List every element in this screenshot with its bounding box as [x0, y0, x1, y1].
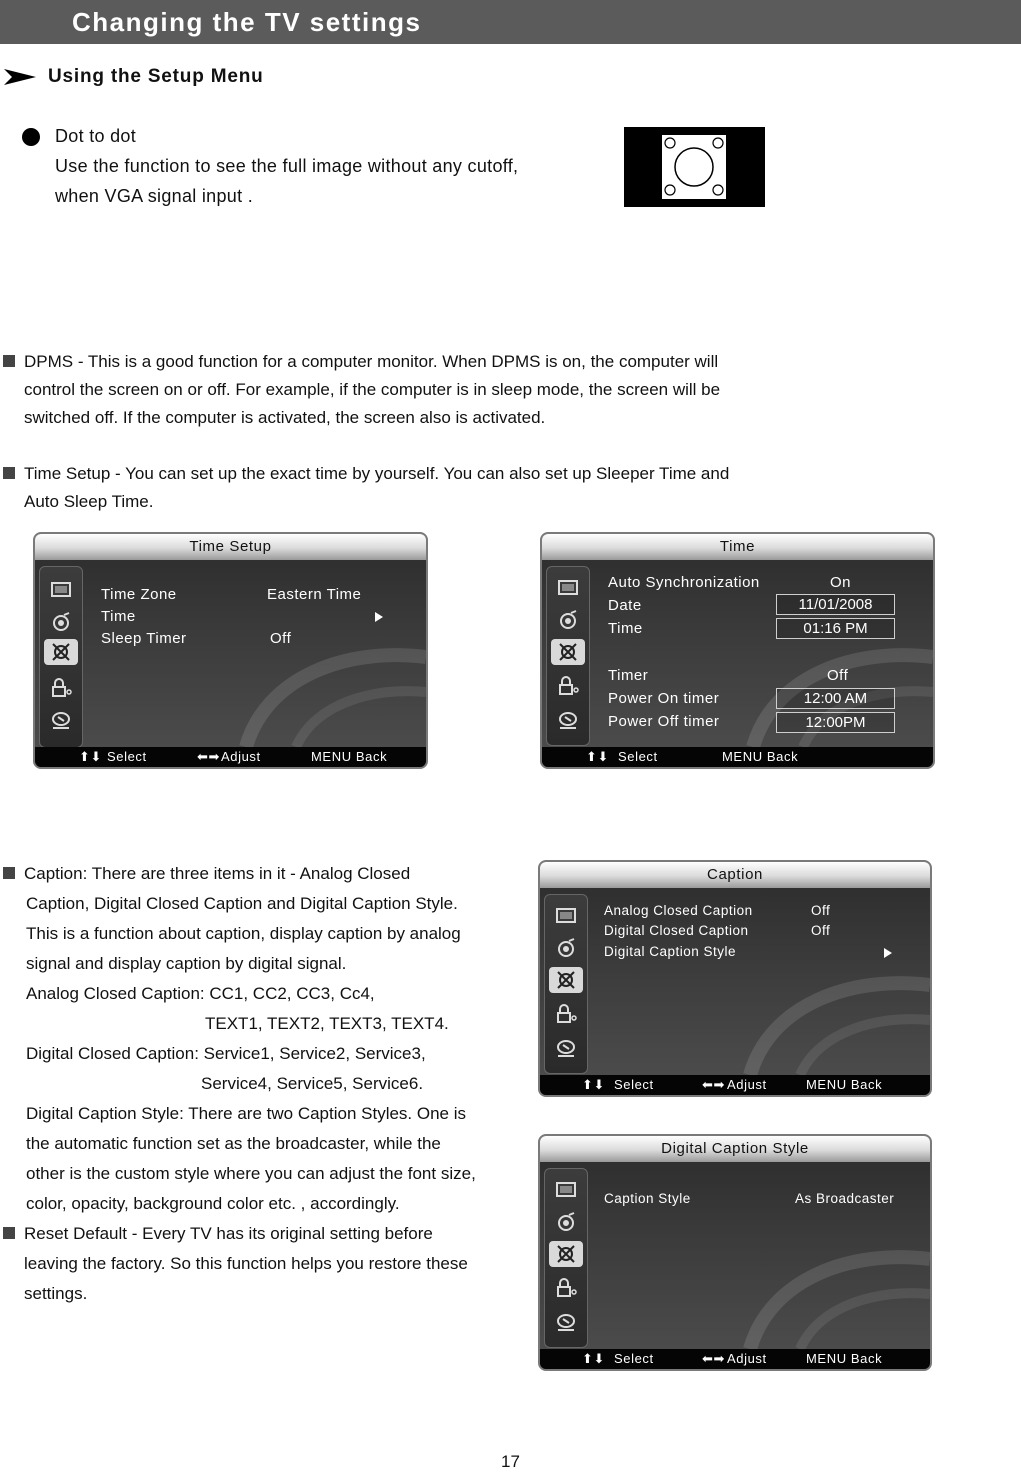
square-bullet-icon	[3, 867, 15, 879]
footer-select: Select	[614, 1351, 654, 1366]
dpms-line2: control the screen on or off. For example, if the computer is in sleep mode, the screen will be	[24, 380, 721, 399]
sound-icon[interactable]	[554, 937, 578, 959]
setup-icon[interactable]	[549, 1241, 583, 1267]
caption-line: Service4, Service5, Service6.	[201, 1074, 424, 1093]
lock-icon[interactable]	[556, 675, 580, 697]
menu-row-label[interactable]: Analog Closed Caption	[604, 903, 753, 918]
menu-row-label[interactable]: Time	[608, 620, 643, 637]
left-right-arrows-icon: ⬅➡	[702, 1351, 725, 1366]
section-title: Using the Setup Menu	[48, 66, 264, 87]
channel-icon[interactable]	[556, 709, 580, 731]
caption-line: Digital Caption Style: There are two Caption Styles. One is	[26, 1104, 467, 1123]
caption-line: other is the custom style where you can adjust the font size,	[26, 1164, 476, 1183]
time-value-box[interactable]: 01:16 PM	[776, 618, 895, 639]
footer-back: MENU Back	[311, 749, 388, 764]
caption-menu	[538, 860, 932, 1097]
picture-icon[interactable]	[554, 1179, 578, 1201]
up-down-arrows-icon: ⬆⬇	[79, 749, 102, 764]
menu-footer	[35, 747, 426, 767]
menu-row-value: Off	[270, 630, 292, 647]
menu-row-label[interactable]: Caption Style	[604, 1191, 691, 1206]
picture-icon[interactable]	[556, 577, 580, 599]
submenu-arrow-icon[interactable]	[375, 612, 383, 622]
up-down-arrows-icon: ⬆⬇	[582, 1077, 605, 1092]
reset-line: settings.	[24, 1284, 88, 1303]
footer-back: MENU Back	[806, 1351, 883, 1366]
footer-select: Select	[614, 1077, 654, 1092]
menu-row-value: On	[830, 574, 852, 591]
lock-icon[interactable]	[554, 1277, 578, 1299]
caption-line: Digital Closed Caption: Service1, Service2, Service3,	[26, 1044, 426, 1063]
footer-adjust: Adjust	[727, 1077, 767, 1092]
menu-row-label[interactable]: Power Off timer	[608, 713, 720, 730]
left-right-arrows-icon: ⬅➡	[197, 749, 220, 764]
picture-icon[interactable]	[554, 905, 578, 927]
menu-row-value: Off	[811, 923, 831, 938]
reset-line: Reset Default - Every TV has its original setting before	[24, 1224, 433, 1243]
caption-line: This is a function about caption, display caption by analog	[26, 924, 461, 943]
lock-icon[interactable]	[49, 677, 73, 699]
menu-title: Digital Caption Style	[540, 1136, 930, 1162]
channel-icon[interactable]	[554, 1037, 578, 1059]
menu-sidebar	[546, 566, 590, 746]
menu-row-label[interactable]: Digital Caption Style	[604, 944, 737, 959]
menu-row-value: As Broadcaster	[795, 1191, 895, 1206]
time-menu	[540, 532, 935, 769]
menu-row-label[interactable]: Date	[608, 597, 642, 614]
square-bullet-icon	[3, 355, 15, 367]
footer-select: Select	[107, 749, 147, 764]
menu-footer	[540, 1075, 930, 1095]
swirl-decoration	[710, 935, 930, 1075]
sound-icon[interactable]	[49, 611, 73, 633]
caption-line: the automatic function set as the broadcaster, while the	[26, 1134, 441, 1153]
time-setup-menu	[33, 532, 428, 769]
menu-row-label[interactable]: Sleep Timer	[101, 630, 187, 647]
lock-icon[interactable]	[554, 1003, 578, 1025]
menu-sidebar	[544, 894, 588, 1074]
menu-title: Caption	[540, 862, 930, 888]
menu-row-value: Off	[811, 903, 831, 918]
swirl-decoration	[206, 607, 426, 747]
square-bullet-icon	[3, 467, 15, 479]
sound-icon[interactable]	[554, 1211, 578, 1233]
menu-row-label[interactable]: Auto Synchronization	[608, 574, 760, 591]
arrow-bullet-icon	[4, 68, 36, 91]
up-down-arrows-icon: ⬆⬇	[586, 749, 609, 764]
menu-title: Time	[542, 534, 933, 560]
time-setup-line1: Time Setup - You can set up the exact time by yourself. You can also set up Sleeper Time and	[24, 464, 730, 483]
caption-line: Analog Closed Caption: CC1, CC2, CC3, Cc4,	[26, 984, 375, 1003]
up-down-arrows-icon: ⬆⬇	[582, 1351, 605, 1366]
dot-to-dot-line1: Use the function to see the full image without any cutoff,	[55, 156, 519, 176]
dot-to-dot-line2: when VGA signal input .	[55, 186, 254, 206]
menu-sidebar	[544, 1168, 588, 1348]
dot-to-dot-title: Dot to dot	[55, 126, 137, 146]
power-on-timer-box[interactable]: 12:00 AM	[776, 688, 895, 709]
page-title: Changing the TV settings	[72, 7, 422, 37]
menu-sidebar	[39, 566, 83, 748]
caption-line: color, opacity, background color etc. , accordingly.	[26, 1194, 400, 1213]
sound-icon[interactable]	[556, 609, 580, 631]
dpms-line3: switched off. If the computer is activated, the screen also is activated.	[24, 408, 546, 427]
page-number: 17	[501, 1452, 520, 1471]
footer-select: Select	[618, 749, 658, 764]
square-bullet-icon	[3, 1227, 15, 1239]
menu-row-value: Off	[827, 667, 849, 684]
menu-row-label[interactable]: Time Zone	[101, 586, 177, 603]
menu-row-label[interactable]: Timer	[608, 667, 649, 684]
caption-line: Caption, Digital Closed Caption and Digital Caption Style.	[26, 894, 458, 913]
caption-line: Caption: There are three items in it - Analog Closed	[24, 864, 411, 883]
dpms-line1: DPMS - This is a good function for a computer monitor. When DPMS is on, the computer will	[24, 352, 719, 371]
power-off-timer-box[interactable]: 12:00PM	[776, 712, 895, 733]
caption-line: TEXT1, TEXT2, TEXT3, TEXT4.	[205, 1014, 449, 1033]
submenu-arrow-icon[interactable]	[884, 948, 892, 958]
date-value-box[interactable]: 11/01/2008	[776, 594, 895, 615]
menu-row-label[interactable]: Digital Closed Caption	[604, 923, 749, 938]
setup-icon[interactable]	[44, 639, 78, 665]
menu-footer	[542, 747, 933, 767]
setup-icon[interactable]	[549, 967, 583, 993]
menu-row-label[interactable]: Power On timer	[608, 690, 720, 707]
menu-row-label[interactable]: Time	[101, 608, 136, 625]
menu-footer	[540, 1349, 930, 1369]
picture-icon[interactable]	[49, 579, 73, 601]
footer-adjust: Adjust	[221, 749, 261, 764]
digital-caption-style-menu	[538, 1134, 932, 1371]
left-right-arrows-icon: ⬅➡	[702, 1077, 725, 1092]
menu-title: Time Setup	[35, 534, 426, 560]
footer-adjust: Adjust	[727, 1351, 767, 1366]
channel-icon[interactable]	[49, 709, 73, 731]
footer-back: MENU Back	[806, 1077, 883, 1092]
footer-back: MENU Back	[722, 749, 799, 764]
bullet-dot-icon	[22, 128, 40, 146]
setup-icon[interactable]	[551, 639, 585, 665]
swirl-decoration	[710, 1209, 930, 1349]
caption-line: signal and display caption by digital signal.	[26, 954, 347, 973]
menu-row-value: Eastern Time	[267, 586, 362, 603]
time-setup-line2: Auto Sleep Time.	[24, 492, 154, 511]
dot-to-dot-illustration	[624, 127, 765, 207]
reset-line: leaving the factory. So this function helps you restore these	[24, 1254, 468, 1273]
channel-icon[interactable]	[554, 1311, 578, 1333]
